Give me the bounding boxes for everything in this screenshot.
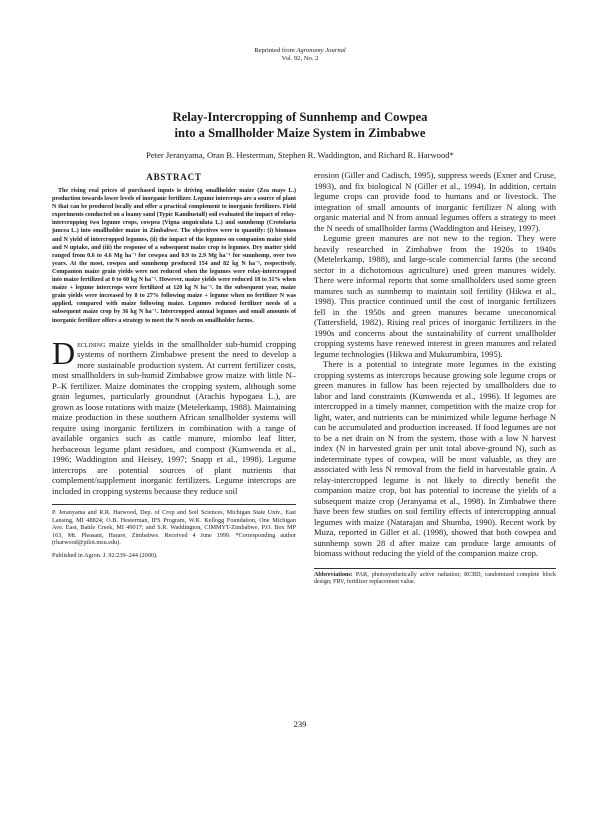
right-column [314,170,556,587]
abstract-heading: ABSTRACT [146,172,202,182]
journal-name: Agronomy Journal [296,47,346,54]
body-paragraph: There is a potential to integrate more legumes in the existing cropping systems as intercrops because growing sole legume crops or green manures in fallow has been rejected by smallholders due to labor and land constraints (Kumwenda et al., 1996). If legumes are intercropped in a timely manner, competition with the maize crop for light, water, and nutrients can be minimized while legume herbage N can be accumulated and production increased. If food legumes are not to be a net drain on N from the system, those with a low N harvest index (N in harvested grain per unit total above-ground N), such as indeterminate types of cowpea, will be most valuable, as they are associated with less N removal from the field in harvestable grain. A relay-intercropped legume is not likely to directly benefit the companion maize crop, but has potential to increase the yields of a subsequent maize crop (Jeranyama et al., 1998). In Zimbabwe there have been few studies on soil fertility effects of intercropping annual legumes with maize (Natarajan and Shumba, 1990). Recent work by Muza, reported in Giller et al. (1998), showed that both cowpea and sunnhemp sown 28 d after maize can produce large amounts of biomass without reducing the yield of the companion maize crop. [314,359,556,558]
abstract-text: The rising real prices of purchased inputs is driving smallholder maize (Zea mays L.) production towards lower levels of inorganic fertilizer. Legume intercrops are a source of plant N that can be produced locally and offer a practical complement to inorganic fertilizers. Field experiments conducted on a loamy sand (Typic Kandiustalf) soil evaluated the impact of relay-intercropping two legume crops, cowpea (Vigna unguiculata L.) and sunnhemp (Crotolaria juncea L.) into smallholder maize in Zimbabwe. The objectives were to quantify: (i) biomass and N yield of intercropped legumes, (ii) the impact of the legumes on companion maize yield and N uptake, and (iii) the response of a subsequent maize crop to legumes. Dry matter yield ranged from 0.6 to 4.6 Mg ha⁻¹ for cowpea and 0.9 to 2.9 Mg ha⁻¹ for sunnhemp, over two years. At the most, cowpea and sunnhemp produced 154 and 82 kg N ha⁻¹, respectively. Companion maize grain yields were not reduced when the legumes were relay-intercropped into maize fertilized at 0 to 60 kg N ha⁻¹. However, maize yields were reduced 18 to 31% when maize + legume intercrops were fertilized at 120 kg N ha⁻¹. In the subsequent year, maize grain yields were increased by 8 to 27% following maize + legume when no fertilizer N was applied, compared with maize following maize. Legumes reduced fertilizer needs of a subsequent maize crop by 36 kg N ha⁻¹. Intercropped annual legumes and small amounts of inorganic fertilizer offers a strategy to meet the N needs on smallholder farms. [52,188,296,324]
publication-citation: Published in Agron. J. 92:239–244 (2000). [52,552,158,560]
author-affiliations-footnote: P. Jeranyama and R.R. Harwood, Dep. of Crop and Soil Sciences, Michigan State Univ., East Lansing, MI 48824; O.B. Hesterman, IFS Program, W.K. Kellogg Foundation, One Michigan Ave. East, Battle Creek, MI 49017; and S.R. Waddington, CIMMYT-Zimbabwe, P.O. Box MP 163, Mt. Pleasant, Harare, Zimbabwe. Received 4 June 1999. *Corresponding author (rharwood@pilot.msu.edu). [52,509,296,547]
drop-cap: D [52,334,76,371]
title-line-1: Relay-Intercropping of Sunnhemp and Cowpea [172,110,428,124]
title-line-2: into a Smallholder Maize System in Zimbabwe [174,125,426,140]
reprint-line-1: Reprinted from Agronomy Journal [254,47,346,54]
author-list: Peter Jeranyama, Oran B. Hesterman, Stephen R. Waddington, and Richard R. Harwood* [146,150,454,160]
page-number: 239 [293,719,307,729]
intro-text: maize yields in the smallholder sub-humid cropping systems of northern Zimbabwe present the need to develop a more sustainable production system. At current fertilizer costs, most smallholders in sub-humid Zimbabwe grow maize with little N–P–K fertilizer. Maize dominates the cropping system, although some grain legumes, particularly groundnut (Arachis hypogaea L.), are grown as loose rotations with maize (Metelerkamp, 1988). Maintaining maize production in these southern African smallholder systems will require using inorganic fertilizers in combination with a range of available organics such as cattle manure, miombo leaf litter, herbaceous legume plant residues, and compost (Kumwenda et al., 1996; Waddington and Heisey, 1997; Snapp et al., 1998). Legume intercrops are potential sources of plant nutrients that complement/supplement inorganic fertilizers. Legume intercrops are included in cropping systems because they reduce soil [52,338,297,496]
left-column [52,170,296,560]
intro-smallcaps: eclining [77,338,106,349]
footnote-divider [52,504,296,505]
abbreviations-text: PAR, photosynthetically active radiation; RCBD, randomized complete block design; FRV, fertilizer replacement value. [314,571,556,586]
introduction-paragraph [52,334,297,497]
reprint-line-2: Vol. 92, No. 2 [281,55,319,63]
abbreviations-divider [314,568,556,569]
abbreviations-note [314,572,556,587]
body-paragraph: erosion (Giller and Cadisch, 1995), suppress weeds (Exner and Cruse, 1993), and fix biological N (Giller et al., 1994). In addition, certain legume crops can provide food to humans and or livestock. The integration of small amounts of inorganic fertilizer N along with organic material and N from annual legumes offers a strategy to meet the N needs of smallholder farms (Waddington and Heisey, 1997). [314,170,556,233]
abbreviations-label: Abbreviations: [314,571,353,578]
body-paragraph: Legume green manures are not new to the region. They were heavily researched in Zimbabwe from the 1920s to 1940s (Metelerkamp, 1988), and large-scale commercial farms (the second sector in a dichotomous agriculture) used green manures widely. There were informal reports that some smallholders used some green manures such as sunnhemp to maintain soil fertility (Hikwa et al., 1998). This practice continued until the cost of inorganic fertilizers fell in the 1950s and green manures became uneconomical (Tattersfield, 1982). Rising real prices of inorganic fertilizers in the 1990s and concerns about the sustainability of current smallholder cropping systems have renewed interest in green manures and related legume technologies (Hikwa and Mukurumbira, 1995). [314,233,556,359]
reprint-notice [0,47,600,63]
paper-title [0,110,600,141]
